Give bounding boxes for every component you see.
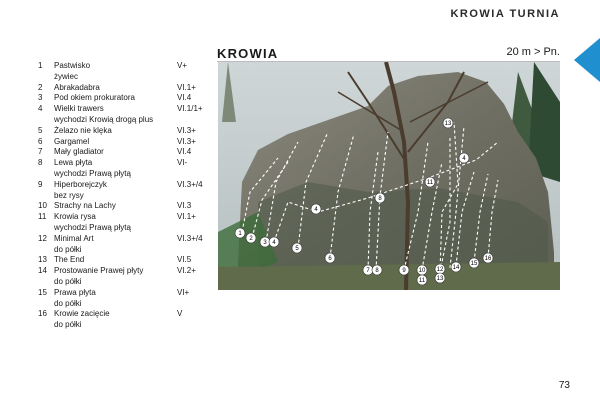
route-number: 15 xyxy=(38,287,47,297)
route-item xyxy=(38,158,216,180)
route-grade: VI.3+ xyxy=(177,136,196,146)
topo-marker xyxy=(483,253,493,263)
topo-marker xyxy=(399,265,409,275)
topo-marker xyxy=(311,204,321,214)
svg-text:1: 1 xyxy=(238,231,242,237)
route-grade: VI.2+ xyxy=(177,266,196,276)
route-item xyxy=(38,288,216,310)
route-name: Prawa płyta xyxy=(54,287,96,297)
book-section-title: KROWIA TURNIA xyxy=(450,8,560,20)
route-grade: VI.4 xyxy=(177,93,192,103)
route-note: wychodzi Prawą płytą xyxy=(54,222,131,232)
route-name: Pastwisko xyxy=(54,61,91,70)
route-item xyxy=(38,83,216,94)
topo-marker xyxy=(435,264,445,274)
route-name: Wielki trawers xyxy=(54,104,104,114)
topo-marker xyxy=(469,258,479,268)
svg-text:8: 8 xyxy=(375,268,379,274)
page-number: 73 xyxy=(558,380,570,391)
chapter-tab-marker xyxy=(574,38,600,82)
topo-marker xyxy=(235,228,245,238)
route-number: 16 xyxy=(38,309,47,319)
route-grade: VI.3+/4 xyxy=(177,179,203,189)
route-grade: V xyxy=(177,309,183,319)
svg-text:2: 2 xyxy=(249,236,253,242)
route-grade: VI.4 xyxy=(177,147,192,157)
svg-text:10: 10 xyxy=(418,268,426,274)
route-item xyxy=(38,93,216,104)
route-number: 7 xyxy=(38,147,43,157)
topo-marker xyxy=(443,118,453,128)
topo-marker xyxy=(260,237,270,247)
route-item xyxy=(38,201,216,212)
route-grade: VI.1+ xyxy=(177,82,196,92)
route-name: Abrakadabra xyxy=(54,82,100,92)
route-item xyxy=(38,126,216,137)
route-number: 2 xyxy=(38,82,43,92)
svg-text:13: 13 xyxy=(444,121,452,127)
svg-text:11: 11 xyxy=(426,180,434,186)
route-note: do półki xyxy=(54,276,82,286)
topo-marker xyxy=(246,233,256,243)
svg-text:7: 7 xyxy=(366,268,370,274)
route-grade: VI.3+ xyxy=(177,125,196,135)
route-number: 10 xyxy=(38,201,47,211)
topo-marker xyxy=(372,265,382,275)
route-list xyxy=(38,61,216,331)
svg-text:4: 4 xyxy=(314,207,318,213)
topo-marker xyxy=(375,193,385,203)
svg-text:14: 14 xyxy=(452,265,460,271)
svg-text:15: 15 xyxy=(470,261,478,267)
topo-marker xyxy=(269,237,279,247)
route-grade: VI.3 xyxy=(177,201,192,211)
svg-text:8: 8 xyxy=(378,196,382,202)
route-name: Hiperborejczyk xyxy=(54,179,107,189)
route-item xyxy=(38,255,216,266)
svg-text:11: 11 xyxy=(418,278,426,284)
sector-name: KROWIA xyxy=(217,46,279,61)
route-item xyxy=(38,266,216,288)
topo-marker xyxy=(425,177,435,187)
svg-text:6: 6 xyxy=(328,256,332,262)
topo-marker xyxy=(417,265,427,275)
route-name: Minimal Art xyxy=(54,233,94,243)
route-name: Krowia rysa xyxy=(54,212,96,222)
sector-height-orientation: 20 m > Pn. xyxy=(506,46,560,58)
route-item xyxy=(38,61,216,83)
route-item xyxy=(38,309,216,331)
route-item xyxy=(38,212,216,234)
route-number: 3 xyxy=(38,93,43,103)
route-number: 12 xyxy=(38,233,47,243)
route-name: Żelazo nie klęka xyxy=(54,125,112,135)
topo-marker xyxy=(435,273,445,283)
svg-text:13: 13 xyxy=(436,276,444,282)
route-number: 13 xyxy=(38,255,47,265)
topo-marker xyxy=(451,262,461,272)
route-note: wychodzi Krowią drogą plus xyxy=(54,114,154,124)
route-name: Strachy na Lachy xyxy=(54,201,116,211)
route-name: Pod okiem prokuratora xyxy=(54,93,135,103)
crag-topo-photo xyxy=(218,62,560,290)
svg-text:12: 12 xyxy=(436,267,444,273)
route-grade: VI.5 xyxy=(177,255,192,265)
svg-text:4: 4 xyxy=(462,156,466,162)
route-note: żywiec xyxy=(54,71,79,81)
svg-text:9: 9 xyxy=(402,268,406,274)
svg-text:16: 16 xyxy=(484,256,492,262)
route-note: wychodzi Prawą płytą xyxy=(54,168,131,178)
route-number: 8 xyxy=(38,158,43,168)
route-grade: V+ xyxy=(177,61,188,70)
route-item xyxy=(38,234,216,256)
route-number: 9 xyxy=(38,179,43,189)
route-note: do półki xyxy=(54,320,82,330)
route-number: 5 xyxy=(38,125,43,135)
route-note: do półki xyxy=(54,298,82,308)
route-number: 6 xyxy=(38,136,43,146)
route-item xyxy=(38,137,216,148)
svg-text:4: 4 xyxy=(272,240,276,246)
route-item xyxy=(38,147,216,158)
route-note: do półki xyxy=(54,244,82,254)
route-grade: VI+ xyxy=(177,287,190,297)
topo-marker xyxy=(325,253,335,263)
route-name: The End xyxy=(54,255,85,265)
route-grade: VI.1+ xyxy=(177,212,196,222)
route-number: 11 xyxy=(38,212,47,222)
topo-marker xyxy=(292,243,302,253)
route-name: Mały gladiator xyxy=(54,147,104,157)
route-number: 14 xyxy=(38,266,47,276)
route-grade: VI.3+/4 xyxy=(177,233,203,243)
route-name: Gargamel xyxy=(54,136,90,146)
route-name: Lewa płyta xyxy=(54,158,93,168)
topo-marker xyxy=(459,153,469,163)
route-grade: VI- xyxy=(177,158,188,168)
route-grade: VI.1/1+ xyxy=(177,104,203,114)
route-note: bez rysy xyxy=(54,190,84,200)
route-name: Prostowanie Prawej płyty xyxy=(54,266,144,276)
svg-text:3: 3 xyxy=(263,240,267,246)
route-name: Krowie zacięcie xyxy=(54,309,110,319)
topo-marker xyxy=(417,275,427,285)
route-item xyxy=(38,104,216,126)
svg-text:5: 5 xyxy=(295,246,299,252)
topo-illustration xyxy=(218,62,560,290)
route-item xyxy=(38,180,216,202)
route-number: 4 xyxy=(38,104,43,114)
topo-marker xyxy=(363,265,373,275)
route-number: 1 xyxy=(38,61,43,70)
